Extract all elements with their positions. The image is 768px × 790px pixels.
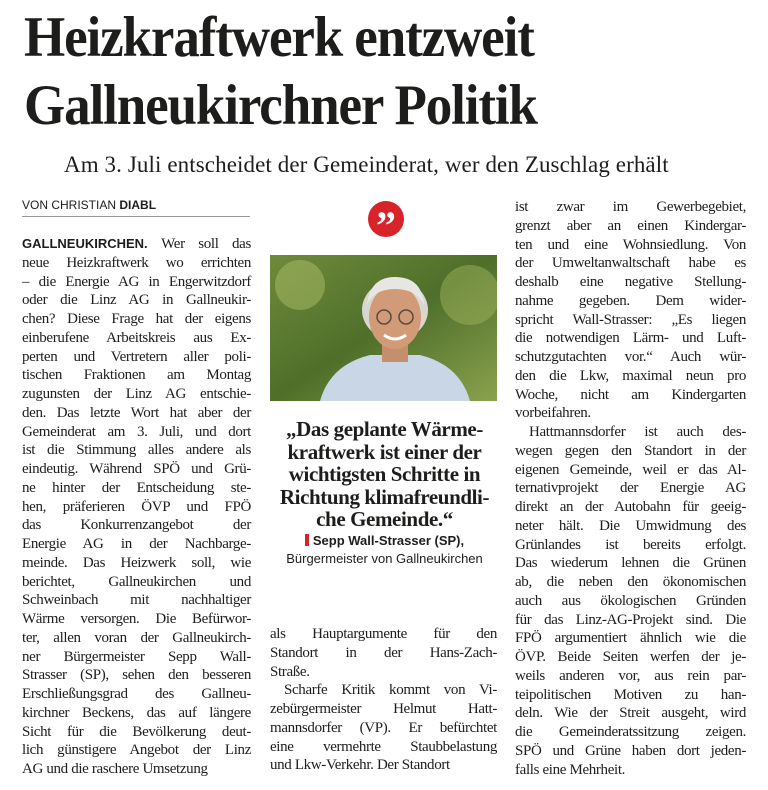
text-line: und Lkw-Verkehr. Der Standort — [270, 757, 450, 774]
text-line: eindeutig. Während SPÖ und Grü- — [22, 461, 251, 477]
text-line: Schweinbach mit nachhaltiger — [22, 592, 251, 609]
quote-mark-icon: ” — [368, 201, 404, 237]
text-line: ner Bürgermeister Sepp Wall- — [22, 648, 251, 665]
text-line: den. Das letzte Wort hat aber der — [22, 404, 251, 421]
text-line: berichtet, Gallneukirchen und — [22, 573, 251, 590]
text-line: falls eine Mehrheit. — [515, 761, 626, 778]
text-line: neter hält. Die Umwidmung des — [515, 517, 746, 534]
text-line: für das Linz-AG-Projekt sind. Die — [515, 611, 746, 628]
text-line: Grünlandes ist bereits erfolgt. — [515, 536, 746, 553]
text-line: ist zwar im Gewerbegebiet, — [515, 199, 746, 215]
paragraph — [515, 198, 746, 423]
word: soll — [198, 236, 219, 252]
quote-line: che Gemeinde.“ — [316, 507, 453, 532]
quote-line: wichtigsten Schritte in — [288, 462, 481, 487]
article-column-1 — [22, 235, 251, 779]
text-line: teipolitischen Motiven zu han- — [515, 686, 746, 703]
text-line: eine vermehrte Staubbelastung — [270, 738, 497, 755]
text-line: Energie AG in der Nachbarge- — [22, 536, 251, 552]
text-line: Straße. — [270, 663, 310, 680]
paragraph — [270, 625, 497, 681]
text-line: wegen gegen den Standort in der — [515, 442, 746, 459]
text-line: ternativprojekt der Energie AG — [515, 480, 746, 497]
text-line: ne hinter der Entscheidung ste- — [22, 479, 251, 496]
text-line: schutzgutachten vor.“ Auch wür- — [515, 349, 746, 365]
text-line: eigenen Gemeinde, weil er das Al- — [515, 461, 746, 478]
subtitle: Am 3. Juli entscheidet der Gemeinderat, wer den Zuschlag erhält — [64, 152, 669, 177]
text-line: FPÖ argumentiert ähnlich wie die — [515, 630, 746, 647]
text-line: SPÖ und Grüne haben dort jeden- — [515, 742, 746, 759]
text-line: Woche, nicht am Kindergarten — [515, 386, 746, 403]
text-line: neue Heizkraftwerk wo errichten — [22, 254, 251, 271]
byline-prefix: VON CHRISTIAN — [22, 198, 117, 212]
text-line: Erschließungsgrad des Gallneu- — [22, 686, 251, 702]
text-line: Das wiederum lehnen die Grünen — [515, 555, 746, 572]
text-line: das Konkurrenzangebot der — [22, 517, 251, 534]
quote-line: Richtung klimafreundli- — [279, 484, 490, 509]
text-line: vorbeifahren. — [515, 405, 591, 422]
headline-line: Gallneukirchner Politik — [24, 74, 537, 137]
text-line: Sicht für die Bevölkerung deut- — [22, 723, 251, 740]
text-line: direkt an der Autobahn für geeig- — [515, 499, 746, 515]
paragraph — [515, 423, 746, 779]
text-line: mannsdorfer (VP). Er befürchtet — [270, 719, 497, 736]
text-line: auch aus ökologischen Gründen — [515, 592, 746, 609]
text-line: grenzt aber an einen Kindergar- — [515, 217, 746, 234]
text-line: Standort in der Hans-Zach- — [270, 644, 497, 661]
text-line: perten und Vertretern aller poli- — [22, 348, 251, 365]
text-line: kirchner Beckens, das auf längere — [22, 704, 251, 721]
first-line — [22, 235, 251, 254]
text-line: die notwendigen Lärm- und Luft- — [515, 330, 746, 347]
text-line: ter, allen voran der Gallneukirch- — [22, 629, 251, 646]
text-line: die Gemeinderatssitzung zeigen. — [515, 724, 746, 740]
text-line: zugunsten der Linz AG entschie- — [22, 386, 251, 402]
text-line: lich günstigere Angebot der Linz — [22, 742, 251, 759]
dateline: GALLNEUKIRCHEN. — [22, 236, 148, 251]
text-line: Scharfe Kritik kommt von Vi- — [284, 682, 497, 699]
paragraph — [270, 681, 497, 775]
text-line: ab, die neben den ökonomischen — [515, 574, 746, 590]
text-line: deshalb eine negative Stellung- — [515, 274, 746, 290]
text-line: meinde. Das Heizwerk soll, wie — [22, 554, 251, 571]
text-line: hen, präferieren ÖVP und FPÖ — [22, 498, 251, 515]
text-line: nahme gegeben. Dem wider- — [515, 292, 746, 309]
accent-bar — [305, 534, 309, 546]
word: das — [232, 236, 251, 252]
text-line: chen? Diese Frage hat der eigens — [22, 311, 251, 327]
text-line: einberufene Arbeitskreis aus Ex- — [22, 329, 251, 346]
headline — [24, 4, 537, 140]
text-line: weils anderen vor, aus rein par- — [515, 667, 746, 684]
text-line: deln. Wie der Streit ausgeht, wird — [515, 705, 746, 722]
text-line: Wärme versorgen. Die Befürwor- — [22, 611, 251, 627]
text-line: Hattmannsdorfer ist auch des- — [529, 424, 746, 440]
text-line: ten und eine Wohnsiedlung. Von — [515, 236, 746, 253]
text-line: spricht Wall-Strasser: „Es liegen — [515, 311, 746, 328]
paragraph — [22, 254, 251, 779]
text-line: Strasser (SP), sehen den besseren — [22, 667, 251, 684]
text-line: als Hauptargumente für den — [270, 626, 497, 642]
text-line: – die Energie AG in Engerwitzdorf — [22, 273, 251, 290]
text-line: tischen Fraktionen am Montag — [22, 367, 251, 384]
quote-attribution — [262, 532, 507, 568]
quote-author-role: Bürgermeister von Gallneukirchen — [286, 551, 483, 566]
text-line: ist die Stimmung alles andere als — [22, 442, 251, 459]
quote-author: Sepp Wall-Strasser (SP), — [312, 533, 465, 548]
text-line: der Umweltanwaltschaft habe es — [515, 255, 746, 272]
text-line: Gemeinderat am 3. Juli, und dort — [22, 423, 251, 440]
article-column-3 — [515, 198, 746, 779]
quote-line: „Das geplante Wärme- — [286, 417, 483, 441]
word: Wer — [161, 236, 185, 252]
quote-line: kraftwerk ist einer der — [287, 439, 482, 464]
article-column-2 — [270, 625, 497, 775]
text-line: oder die Linz AG in Gallneukir- — [22, 292, 251, 309]
text-line: ÖVP. Beide Seiten werfen der je- — [515, 649, 746, 665]
headline-line: Heizkraftwerk entzweit — [24, 6, 534, 69]
portrait-photo — [270, 255, 497, 401]
byline — [22, 198, 250, 217]
byline-author: DIABL — [119, 198, 157, 212]
text-line: zebürgermeister Helmut Hatt- — [270, 701, 497, 717]
pull-quote — [262, 418, 507, 531]
text-line: AG und die raschere Umsetzung — [22, 761, 208, 777]
text-line: den die Lkw, maximal neun pro — [515, 367, 746, 384]
